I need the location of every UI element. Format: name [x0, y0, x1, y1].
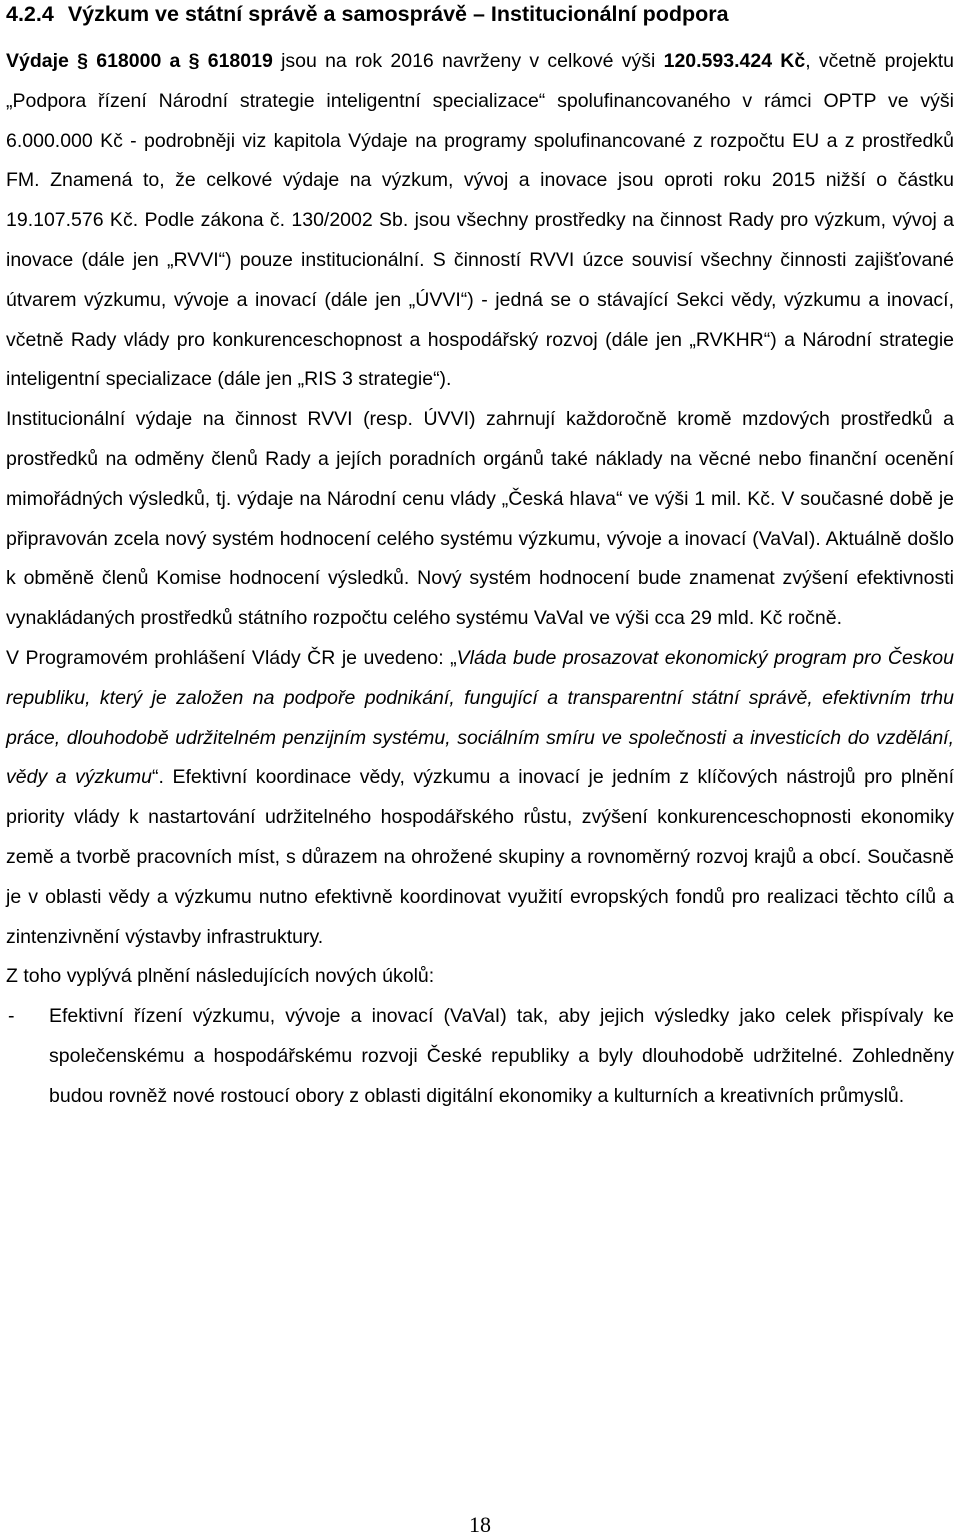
- list-item-text: Efektivní řízení výzkumu, vývoje a inovací (VaVaI) tak, aby jejich výsledky jako celek přispívaly ke společenskému a hospodářskému rozvoji České republiky a byly dlouhodobě udržitelné. Zohledněny budou rovněž nové rostoucí obory z oblasti digitální ekonomiky a kulturních a kreativních průmyslů.: [49, 1005, 954, 1107]
- budget-items-lead: Výdaje § 618000 a § 618019: [6, 50, 273, 72]
- paragraph-institutional-expenses: Institucionální výdaje na činnost RVVI (resp. ÚVVI) zahrnují každoročně kromě mzdových prostředků a prostředků na odměny členů Rady a jejích poradních orgánů také náklady na věcné nebo finanční ocenění mimořádných výsledků, tj. výdaje na Národní cenu vlády „Česká hlava“ ve výši 1 mil. Kč. V současné době je připravován zcela nový systém hodnocení celého systému výzkumu, vývoje a inovací (VaVaI). Aktuálně došlo k obměně členů Komise hodnocení výsledků. Nový systém hodnocení bude znamenat zvýšení efektivnosti vynakládaných prostředků státního rozpočtu celého systému VaVaI ve výši cca 29 mld. Kč ročně.: [6, 408, 954, 630]
- page-number: 18: [469, 1512, 491, 1537]
- task-list: [6, 997, 954, 1116]
- statement-quote: Vláda bude prosazovat ekonomický program pro Českou republiku, který je založen na podpoře podnikání, fungující a transparentní státní správě, efektivním trhu práce, dlouhodobě udržitelném penzijním systému, sociálním smíru ve společnosti a investicích do vzdělání, vědy a výzkumu: [6, 646, 954, 789]
- section-heading: [6, 0, 954, 26]
- list-bullet: -: [8, 1005, 15, 1028]
- paragraph-new-tasks-intro: Z toho vyplývá plnění následujících nových úkolů:: [6, 965, 435, 988]
- statement-continuation: “. Efektivní koordinace vědy, výzkumu a inovací je jedním z klíčových nástrojů pro plnění priority vlády k nastartování udržitelného hospodářského růstu, zvýšení konkurenceschopnosti ekonomiky země a tvorbě pracovních míst, s důrazem na ohrožené skupiny a rovnoměrný rozvoj krajů a obcí. Současně je v oblasti vědy a výzkumu nutno efektivně koordinovat využití evropských fondů pro realizaci těchto cílů a zintenzivnění výstavby infrastruktury.: [6, 766, 955, 948]
- paragraph-budget: [6, 42, 954, 400]
- budget-amount: 120.593.424 Kč: [663, 50, 806, 72]
- statement-intro: V Programovém prohlášení Vlády ČR je uvedeno: „: [6, 646, 457, 669]
- document-page: [6, 0, 954, 1117]
- budget-text-mid: jsou na rok 2016 navrženy v celkové výši: [272, 50, 664, 72]
- section-title: Výzkum ve státní správě a samosprávě – Institucionální podpora: [67, 2, 729, 26]
- paragraph-government-statement: [6, 639, 954, 957]
- section-number: 4.2.4: [6, 2, 54, 26]
- budget-text-rest: , včetně projektu „Podpora řízení Národní strategie inteligentní specializace“ spolufinancovaného v rámci OPTP ve výši 6.000.000 Kč - podrobněji viz kapitola Výdaje na programy spolufinancované z rozpočtu EU a z prostředků FM. Znamená to, že celkové výdaje na výzkum, vývoj a inovace jsou oproti roku 2015 nižší o částku 19.107.576 Kč. Podle zákona č. 130/2002 Sb. jsou všechny prostředky na činnost Rady pro výzkum, vývoj a inovace (dále jen „RVVI“) pouze institucionální. S činností RVVI úzce souvisí všechny činnosti zajišťované útvarem výzkumu, vývoje a inovací (dále jen „ÚVVI“) - jedná se o stávající Sekci vědy, výzkumu a inovací, včetně Rady vlády pro konkurenceschopnost a hospodářský rozvoj (dále jen „RVKHR“) a Národní strategie inteligentní specializace (dále jen „RIS 3 strategie“).: [6, 50, 954, 391]
- list-item: [6, 997, 954, 1116]
